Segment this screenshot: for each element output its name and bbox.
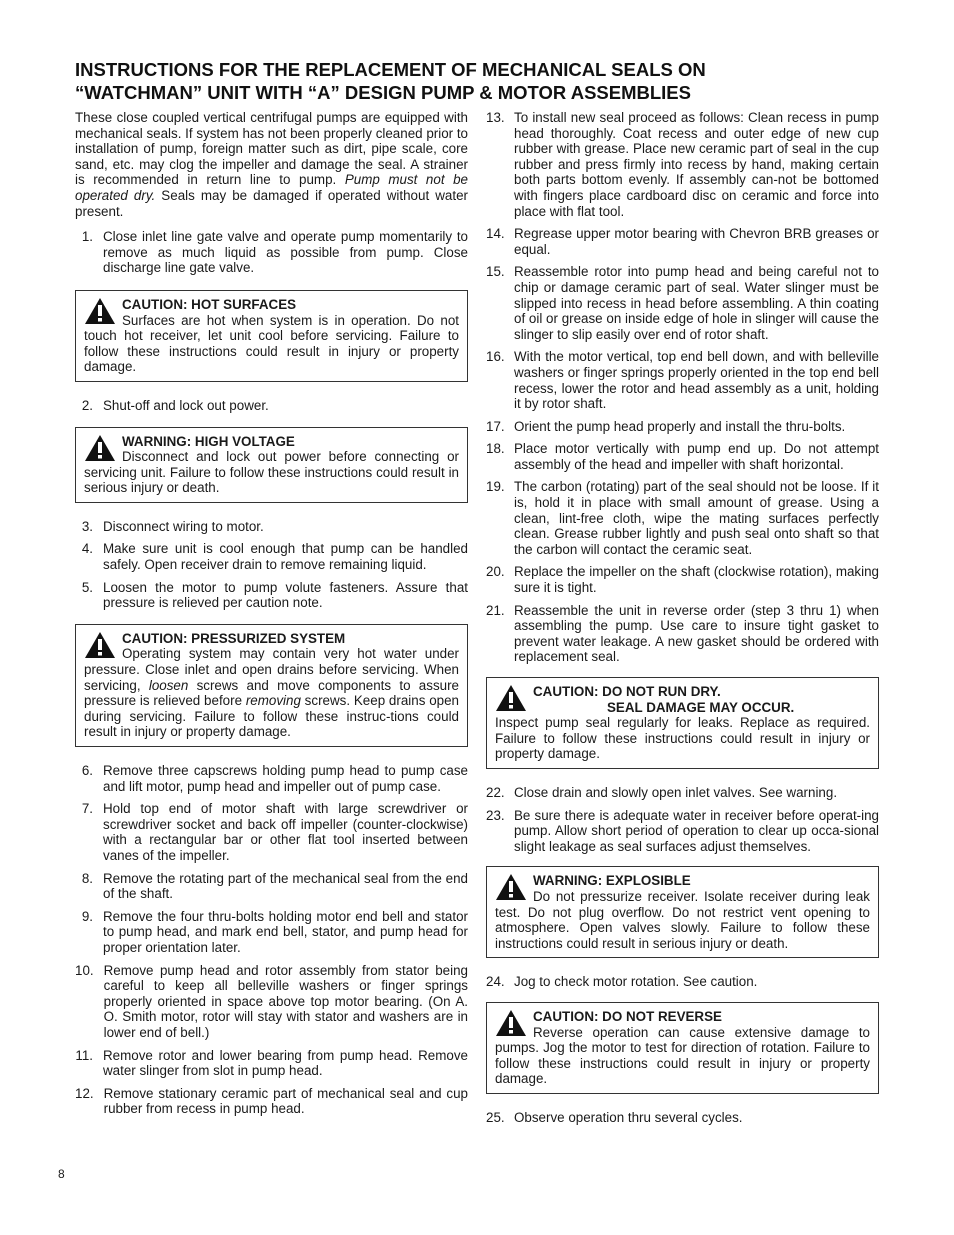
title-line-1: INSTRUCTIONS FOR THE REPLACEMENT OF MECHANICAL SEALS ON [75,59,706,80]
box-emphasis-removing: removing [245,693,301,709]
box-emphasis-loosen: loosen [148,677,189,693]
intro-text-b: Seals may be damaged if operated without water present. [75,187,468,219]
step-9: 9. Remove the four thru-bolts holding motor end bell and stator to pump head, and mark end bell, stator, and pump head for proper orientation later. [81,908,468,955]
step-23: 23. Be sure there is adequate water in receiver before operat-ing pump. Allow short period of operation to clear up occa-sional slight leakage as seal surfaces adjust themselves. [486,807,879,854]
intro-paragraph [75,110,468,219]
warning-triangle-icon [84,434,118,464]
title-line-2: “WATCHMAN” UNIT WITH “A” DESIGN PUMP & MOTOR ASSEMBLIES [75,82,691,103]
step-17: 17. Orient the pump head properly and install the thru-bolts. [486,418,846,434]
caution-pressurized-system [75,624,468,747]
step-8: 8. Remove the rotating part of the mechanical seal from the end of the shaft. [81,870,468,902]
warning-triangle-icon [84,297,118,327]
box-text-a: Operating system may contain very hot water under pressure. Close inlet and open drains before servicing. When servicing, [84,646,459,693]
warning-triangle-icon [495,684,529,714]
step-7: 7. Hold top end of motor shaft with large screwdriver or screwdriver socket and back off impeller (counter-clockwise) with a rectangular bar or other flat tool inserted between vanes of the impeller. [81,801,468,863]
box-header: WARNING: EXPLOSIBLE [533,873,691,889]
step-21: 21. Reassemble the unit in reverse order (step 3 thru 1) when assembling the pump. Use care to insure tight gasket to prevent water leakage. A new gasket should be ordered with replacement seal. [486,602,879,665]
box-text-c: screws. Keep drains open during servicing. Failure to follow these instruc-tions could result in injury or property damage. [84,693,459,740]
step-16: 16. With the motor vertical, top end bell down, and with belleville washers or finger springs properly oriented in the top end bell recess, lower the rotor and head assembly as a unit, holding it by rotor shaft. [486,349,879,412]
box-text: Reverse operation can cause extensive damage to pumps. Jog the motor to test for direction of rotation. Failure to follow these instructions could result in injury or property damage. [495,1024,870,1087]
step-24: 24. Jog to check motor rotation. See caution. [486,974,758,990]
step-14: 14. Regrease upper motor bearing with Chevron BRB greases or equal. [486,226,879,257]
box-text: Inspect pump seal regularly for leaks. Replace as required. Failure to follow these instructions could result in injury or property damage. [495,715,870,762]
step-6: 6. Remove three capscrews holding pump head to pump case and lift motor, pump head and impeller out of pump case. [81,763,468,794]
step-13: 13. To install new seal proceed as follows: Clean recess in pump head thoroughly. Coat recess and outer edge of new cup rubber with grease. Place new ceramic part of seal in the cup rubber and press firmly into recess by hand, making certain both parts bottom evenly. If assembly can-not be bottomed with fingers place cardboard disc on ceramic and force into place with flat tool. [486,110,879,219]
box-text: Disconnect and lock out power before connecting or servicing unit. Failure to follow these instructions could result in serious injury or death. [84,449,459,496]
box-text: Surfaces are hot when system is in operation. Do not touch hot receiver, let unit cool before servicing. Failure to follow these instructions could result in injury or property damage. [84,312,459,375]
step-12: 12. Remove stationary ceramic part of mechanical seal and cup rubber from recess in pump head. [75,1085,468,1117]
box-header: CAUTION: DO NOT REVERSE [533,1008,722,1024]
caution-hot-surfaces [75,290,468,382]
box-header: WARNING: HIGH VOLTAGE [122,433,295,449]
step-19: 19. The carbon (rotating) part of the seal should not be loose. If it is, hold it in place with small amount of grease. Using a clean, lint-free cloth, wipe the mating surfaces perfectly clean. Grease rubber lightly and push seal onto shaft so that the carbon will contact the ceramic seat. [486,479,879,557]
page-number: 8 [58,1167,65,1181]
left-column [75,110,468,1124]
box-text-b: screws and move components to assure pressure is relieved before [84,677,459,709]
warning-triangle-icon [495,1009,529,1039]
box-header: CAUTION: PRESSURIZED SYSTEM [122,630,346,646]
step-25: 25. Observe operation thru several cycles. [486,1109,743,1125]
step-10: 10. Remove pump head and rotor assembly from stator being careful to keep all belleville washers or finger springs properly oriented in space above top motor bearing. (On A. O. Smith motor, rotor will stay with stator and washers are in lower end of bell.) [75,962,468,1040]
step-18: 18. Place motor vertically with pump end up. Do not attempt assembly of the head and impeller with shaft horizontal. [486,441,879,472]
box-header: CAUTION: DO NOT RUN DRY. [533,684,721,699]
step-20: 20. Replace the impeller on the shaft (clockwise rotation), making sure it is tight. [486,564,879,596]
step-3: 3. Disconnect wiring to motor. [81,518,264,534]
intro-emphasis: Pump must not be operated dry. [75,172,468,203]
box-header: CAUTION: HOT SURFACES [122,296,297,312]
step-11: 11. Remove rotor and lower bearing from pump head. Remove water slinger from slot in pump head. [75,1047,468,1079]
box-header-2: SEAL DAMAGE MAY OCCUR. [607,699,795,715]
intro-text-a: These close coupled vertical centrifugal pumps are equipped with mechanical seals. If system has not been properly cleaned prior to installation of pump, foreign matter such as dirt, pipe scale, core sand, etc. may clog the impeller and damage the seal. A strainer is recommended in return line to pump. [75,110,468,188]
step-4: 4. Make sure unit is cool enough that pump can be handled safely. Open receiver drain to remove remaining liquid. [81,541,468,573]
warning-explosible [486,866,879,958]
page-title [75,58,895,104]
warning-triangle-icon [84,631,118,661]
warning-high-voltage [75,427,468,503]
step-22: 22. Close drain and slowly open inlet valves. See warning. [486,784,838,800]
step-5: 5. Loosen the motor to pump volute fasteners. Assure that pressure is relieved per caution note. [81,579,468,611]
step-15: 15. Reassemble rotor into pump head and being careful not to chip or damage ceramic part of seal. Water slinger must be slipped into recess in head before assembling. A thin coating of oil or grease on inside edge of hole in slinger will cause the slinger to slip easily over end of rotor shaft. [486,264,879,342]
caution-do-not-run-dry [486,677,879,769]
step-2: 2. Shut-off and lock out power. [81,397,269,413]
box-text: Do not pressurize receiver. Isolate receiver during leak test. Do not plug overflow. Do not restrict vent opening to atmosphere. Open valves slowly. Failure to follow these instructions could result in serious injury or death. [495,888,870,951]
right-column [486,110,879,1132]
caution-do-not-reverse [486,1002,879,1094]
warning-triangle-icon [495,873,529,903]
step-1: 1. Close inlet line gate valve and operate pump momentarily to remove as much liquid as possible from pump. Close discharge line gate valve. [81,229,468,276]
